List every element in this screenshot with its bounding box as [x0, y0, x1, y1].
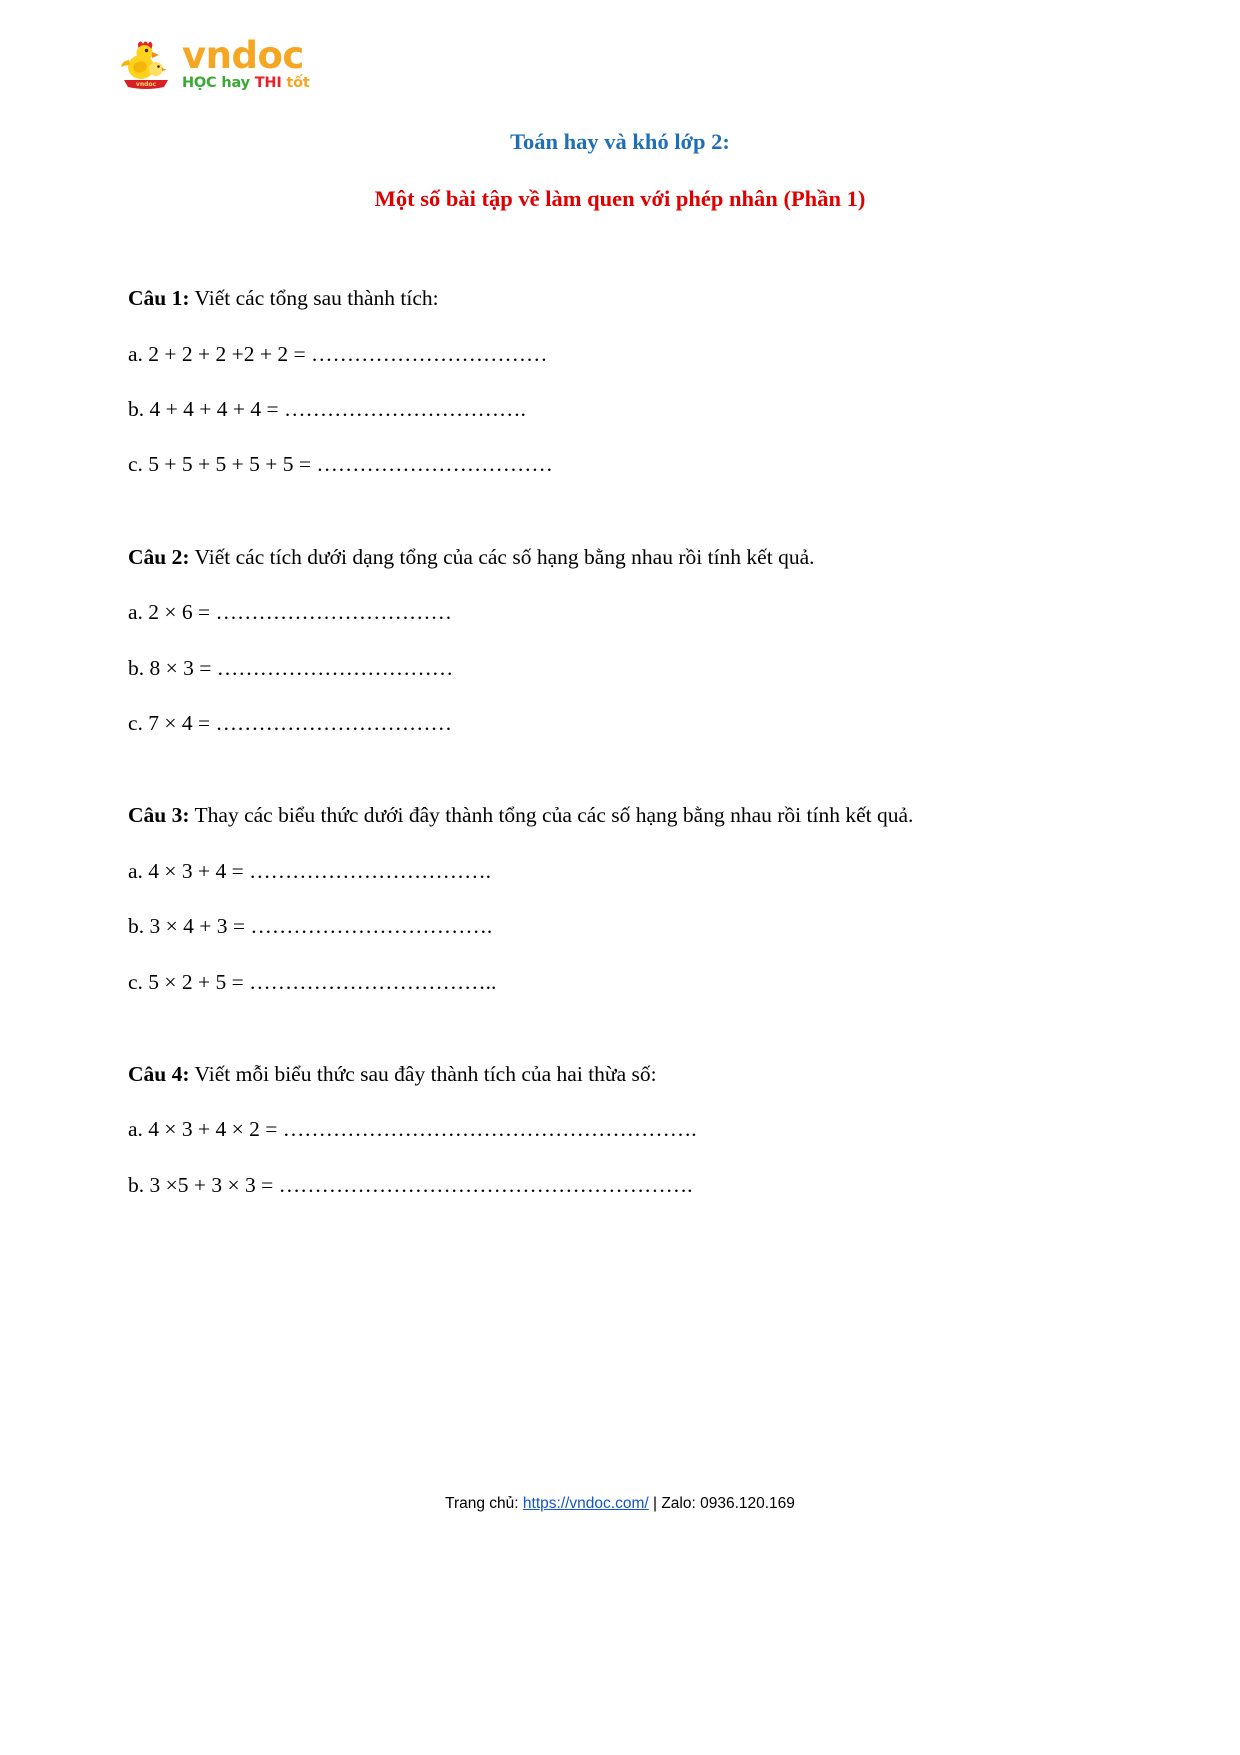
svg-text:vndoc: vndoc [135, 81, 157, 88]
question-2-item-a: a. 2 × 6 = …………………………… [128, 600, 453, 625]
footer-homepage-link[interactable]: https://vndoc.com/ [522, 1495, 649, 1512]
question-1-text: Viết các tổng sau thành tích: [194, 286, 439, 311]
document-title-block [0, 126, 1240, 215]
question-4-heading [128, 1057, 1120, 1091]
logo-tagline-red: THI [254, 74, 287, 91]
question-1-item-c: c. 5 + 5 + 5 + 5 + 5 = …………………………… [128, 452, 553, 477]
question-1-heading [128, 281, 1120, 315]
question-3-item-a: a. 4 × 3 + 4 = ……………………………. [128, 858, 492, 883]
question-block-1 [128, 281, 1120, 482]
question-block-4 [128, 1057, 1120, 1202]
footer-prefix: Trang chủ: [445, 1495, 523, 1512]
logo-tagline-green: HỌC hay [182, 74, 255, 91]
question-1-item-b: b. 4 + 4 + 4 + 4 = ……………………………. [128, 397, 526, 422]
question-2-heading [128, 540, 1120, 574]
question-1-label: Câu 1: [128, 286, 190, 311]
page-subtitle: Một số bài tập về làm quen với phép nhân (Phần 1) [374, 185, 866, 211]
question-3-heading [128, 798, 1120, 832]
question-4-item-a: a. 4 × 3 + 4 × 2 = …………………………………………………. [128, 1117, 697, 1142]
question-3-label: Câu 3: [128, 803, 190, 828]
page-title: Toán hay và khó lớp 2: [510, 129, 730, 154]
question-2-item-c: c. 7 × 4 = …………………………… [128, 710, 453, 735]
question-4-item-b: b. 3 ×5 + 3 × 3 = …………………………………………………. [128, 1172, 693, 1197]
logo-word: vndoc [182, 34, 304, 77]
document-body [120, 281, 1120, 1202]
question-block-3 [128, 798, 1120, 999]
footer-zalo: Zalo: 0936.120.169 [661, 1495, 795, 1512]
question-2-text: Viết các tích dưới dạng tổng của các số hạng bằng nhau rồi tính kết quả. [194, 544, 815, 569]
question-3-item-b: b. 3 × 4 + 3 = ……………………………. [128, 914, 493, 939]
question-1-item-a: a. 2 + 2 + 2 +2 + 2 = …………………………… [128, 341, 548, 366]
logo-wordmark [182, 36, 310, 91]
logo-tagline [182, 76, 310, 92]
question-3-item-c: c. 5 × 2 + 5 = …………………………….. [128, 969, 497, 994]
footer-separator: | [648, 1495, 662, 1512]
page-header [0, 0, 1240, 92]
question-4-label: Câu 4: [128, 1061, 190, 1086]
vndoc-logo [118, 36, 1240, 94]
question-4-text: Viết mỗi biểu thức sau đây thành tích của hai thừa số: [194, 1061, 657, 1086]
question-3-text: Thay các biểu thức dưới đây thành tổng của các số hạng bằng nhau rồi tính kết quả. [194, 803, 914, 828]
question-block-2 [128, 540, 1120, 741]
question-2-item-b: b. 8 × 3 = …………………………… [128, 655, 454, 680]
chicken-mascot-icon [118, 36, 174, 94]
question-2-label: Câu 2: [128, 544, 190, 569]
page-footer [0, 1495, 1240, 1513]
logo-tagline-orange: tốt [286, 74, 310, 91]
